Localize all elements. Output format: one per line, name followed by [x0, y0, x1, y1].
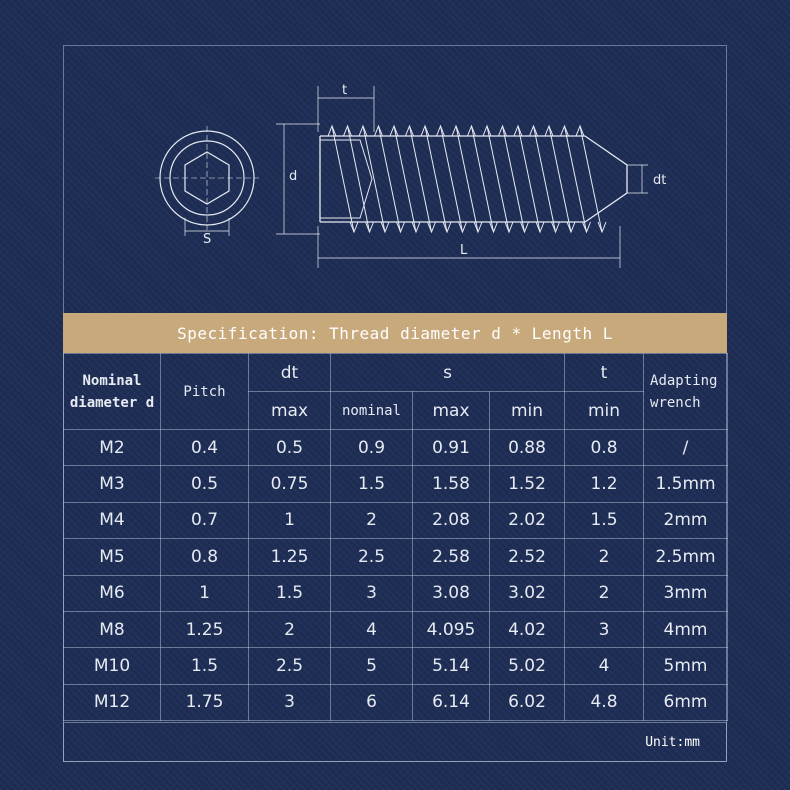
table-cell: 4mm: [644, 611, 728, 647]
table-cell: 1.25: [161, 611, 249, 647]
table-cell: /: [644, 430, 728, 466]
table-cell: 1.5: [249, 575, 331, 611]
table-cell: 2.58: [413, 539, 490, 575]
table-cell: 0.5: [249, 430, 331, 466]
table-cell: 6.14: [413, 684, 490, 720]
s-label: S: [203, 232, 212, 247]
table-cell: M5: [64, 539, 161, 575]
unit-label: Unit:mm: [645, 735, 700, 750]
table-cell: 0.75: [249, 466, 331, 502]
table-cell: 2mm: [644, 502, 728, 538]
table-cell: 4: [565, 648, 644, 684]
header-nominal-diameter: Nominal diameter d: [64, 354, 161, 430]
table-cell: 4.02: [490, 611, 565, 647]
table-cell: 1.5: [161, 648, 249, 684]
table-cell: M2: [64, 430, 161, 466]
header-t-min: min: [565, 392, 644, 430]
table-row: [64, 575, 728, 611]
table-row: [64, 430, 728, 466]
table-cell: 1.52: [490, 466, 565, 502]
table-cell: 3.02: [490, 575, 565, 611]
set-screw-drawing: [0, 0, 790, 300]
table-row: [64, 539, 728, 575]
table-cell: 0.9: [331, 430, 413, 466]
table-cell: 2.52: [490, 539, 565, 575]
table-row: [64, 611, 728, 647]
table-cell: 3: [249, 684, 331, 720]
table-cell: 4: [331, 611, 413, 647]
table-cell: 0.8: [565, 430, 644, 466]
table-cell: 6.02: [490, 684, 565, 720]
header-s-nominal: nominal: [331, 392, 413, 430]
table-cell: 4.095: [413, 611, 490, 647]
table-cell: 2.08: [413, 502, 490, 538]
table-cell: 0.7: [161, 502, 249, 538]
table-cell: 3.08: [413, 575, 490, 611]
table-cell: 5.14: [413, 648, 490, 684]
table-cell: 0.88: [490, 430, 565, 466]
table-cell: M4: [64, 502, 161, 538]
table-cell: 2.5: [249, 648, 331, 684]
spec-table: [63, 353, 728, 721]
table-cell: 2.5: [331, 539, 413, 575]
unit-row: [63, 722, 727, 762]
table-cell: 2.5mm: [644, 539, 728, 575]
table-cell: M3: [64, 466, 161, 502]
header-t: t: [565, 354, 644, 392]
table-cell: 6mm: [644, 684, 728, 720]
table-row: [64, 502, 728, 538]
table-cell: M12: [64, 684, 161, 720]
table-cell: 2.02: [490, 502, 565, 538]
table-cell: 5mm: [644, 648, 728, 684]
table-cell: 0.4: [161, 430, 249, 466]
table-row: [64, 684, 728, 720]
spec-title-bar: Specification: Thread diameter d * Length L: [63, 313, 727, 353]
table-cell: 1.75: [161, 684, 249, 720]
header-s: s: [331, 354, 565, 392]
dt-label: dt: [653, 173, 667, 188]
table-cell: 2: [249, 611, 331, 647]
header-adapting-wrench: Adapting wrench: [644, 354, 728, 430]
table-cell: 3mm: [644, 575, 728, 611]
t-label: t: [342, 83, 348, 98]
header-pitch: Pitch: [161, 354, 249, 430]
header-dt-max: max: [249, 392, 331, 430]
table-cell: M6: [64, 575, 161, 611]
table-cell: 1: [161, 575, 249, 611]
header-s-min: min: [490, 392, 565, 430]
table-cell: 0.8: [161, 539, 249, 575]
table-row: [64, 466, 728, 502]
table-cell: 1.5: [565, 502, 644, 538]
table-cell: 1.58: [413, 466, 490, 502]
table-cell: 0.5: [161, 466, 249, 502]
table-cell: 2: [565, 575, 644, 611]
thread-lines: [328, 126, 606, 232]
l-label: L: [460, 243, 468, 258]
table-cell: 1: [249, 502, 331, 538]
table-cell: 5: [331, 648, 413, 684]
table-cell: 1.25: [249, 539, 331, 575]
table-cell: M10: [64, 648, 161, 684]
d-label: d: [289, 169, 298, 184]
table-cell: 6: [331, 684, 413, 720]
table-row: [64, 648, 728, 684]
table-cell: 1.2: [565, 466, 644, 502]
table-cell: 0.91: [413, 430, 490, 466]
table-cell: 3: [331, 575, 413, 611]
header-dt: dt: [249, 354, 331, 392]
table-cell: 1.5mm: [644, 466, 728, 502]
table-cell: 1.5: [331, 466, 413, 502]
table-cell: 3: [565, 611, 644, 647]
table-cell: 5.02: [490, 648, 565, 684]
table-cell: 2: [565, 539, 644, 575]
header-s-max: max: [413, 392, 490, 430]
table-cell: 2: [331, 502, 413, 538]
table-cell: M8: [64, 611, 161, 647]
table-cell: 4.8: [565, 684, 644, 720]
